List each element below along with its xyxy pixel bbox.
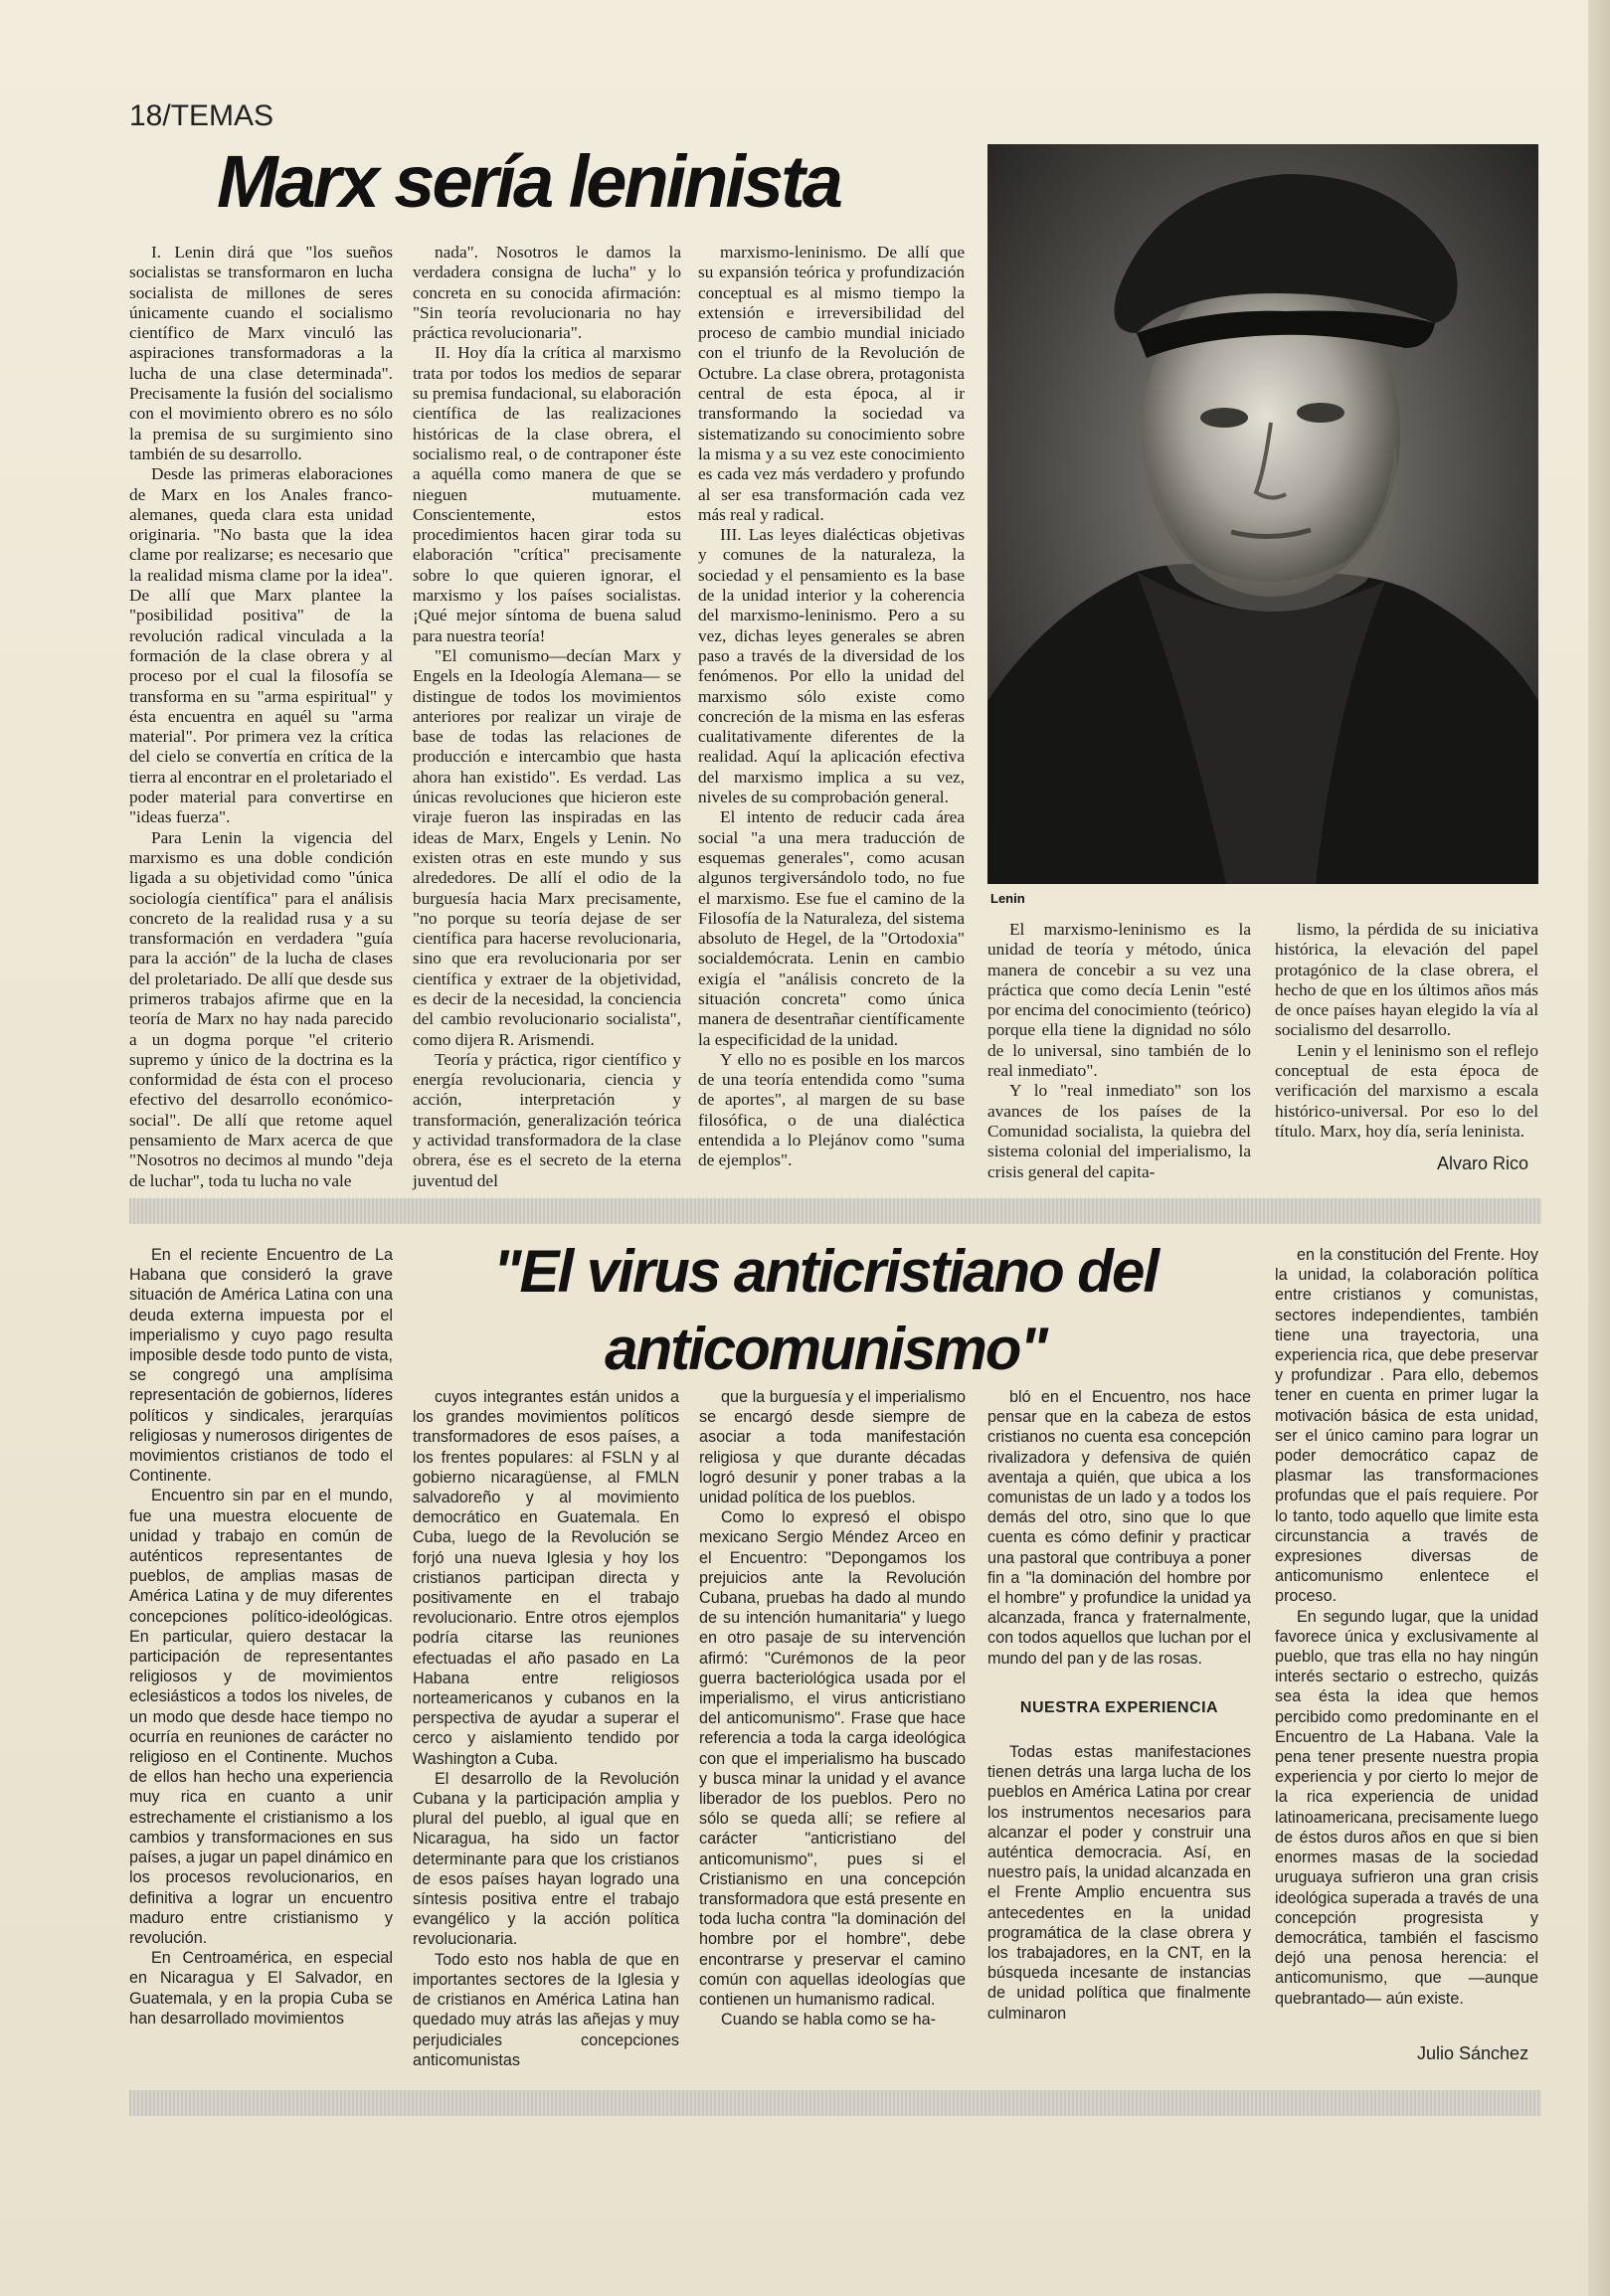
article1-column-2 [413,243,681,1190]
paragraph: lismo, la pérdida de su iniciativa histórica, la elevación del papel protagónico de la clase obrera, el hecho de que en los últimos años más de once países hayan elegido la vía al socialismo del desarrollo. [1275,920,1538,1040]
paragraph: Para Lenin la vigencia del marxismo es una doble condición ligada a su objetividad como "única sociología científica" para el análisis concreto de la realidad rusa y a su transformación en verdadera "guía para la acción" de la lucha de clases del proletariado. De allí que desde sus primeros trabajos afirme que en la teoría de Marx no hay nada parecido a un dogma porque "el criterio supremo y único de la doctrina es la conformidad de ésta con el proceso efectivo del desarrollo económico-social". De allí que retome aquel pensamiento de Marx acerca de que "Nosotros no decimos al mundo "deja de luchar", toda tu lucha no vale [129,827,393,1190]
article2-column-5 [1275,1245,1538,2031]
portrait-illustration [987,144,1538,884]
paragraph: nada". Nosotros le damos la verdadera consigna de lucha" y lo concreta en su conocida afirmación: "Sin teoría revolucionaria no hay práctica revolucionaria". [413,243,681,343]
paragraph: Y ello no es posible en los marcos de una teoría entendida como "suma de aportes", al margen de su base filosófica, o de una dialéctica entendida a lo Plejánov como "suma de ejemplos". [698,1049,965,1170]
article1-column-5 [1275,920,1538,1158]
section-divider-top [129,1198,1541,1224]
paragraph: bló en el Encuentro, nos hace pensar que en la cabeza de estos cristianos no cuenta esa concepción rivalizadora y defensiva de quién aventaja a quién, que ubica a los comunistas de un lado y a todos los demás del otro, sino que lo que cuenta es cómo definir y practicar una pastoral que contribuya a poner fin a "la dominación del hombre por el hombre" y profundice la unidad ya alcanzada, franca y fraternalmente, con todos aquellos que luchan por el mundo del pan y de las rosas. [987,1388,1251,1668]
paragraph: II. Hoy día la crítica al marxismo trata por todos los medios de separar su premisa fundacional, su elaboración científica de las realizaciones históricas de la clase obrera, el socialismo real, o de contraponer éste a aquélla como manera de que se nieguen mutuamente. Conscientemente, estos procedimientos hacen girar toda su elaboración "crítica" precisamente sobre lo que quieren ignorar, el marxismo y los países socialistas. ¡Qué mejor síntoma de buena salud para nuestra teoría! [413,343,681,645]
paragraph: I. Lenin dirá que "los sueños socialistas se transformaron en lucha socialista de millones de seres únicamente cuando el socialismo científico de Marx vinculó las aspiraciones transformadoras a la lucha de una clase determinada". Precisamente la fusión del socialismo con el movimiento obrero es no sólo la premisa de su surgimiento sino también de su desarrollo. [129,243,393,463]
article2-column-3 [699,1387,966,2083]
article2-column-1 [129,1245,393,2080]
article2-subhead: NUESTRA EXPERIENCIA [1019,1698,1219,1716]
article2-column-2 [413,1387,679,2083]
paragraph: marxismo-leninismo. De allí que su expansión teórica y profundización conceptual es al mismo tiempo la extensión e irreversibilidad del proceso de cambio mundial iniciado con el triunfo de la Revolución de Octubre. La clase obrera, protagonista central de esta época, al ir transformando la sociedad va sistematizando su conocimiento sobre la misma y a su vez este conocimiento es cada vez más verdadero y profundo al ser esa transformación cada vez más real y radical. [698,243,965,524]
article1-column-1 [129,243,393,1190]
paragraph: Lenin y el leninismo son el reflejo conceptual de esta época de verificación del marxismo a escala histórico-universal. Por eso lo del título. Marx, hoy día, sería leninista. [1275,1040,1538,1141]
lenin-portrait-photo [987,144,1538,884]
paragraph: Teoría y práctica, rigor científico y energía revolucionaria, ciencia y acción, interpretación y transformación, generalización teórica y actividad transformadora de la clase obrera, ése es el secreto de la eterna juventud del [413,1049,681,1190]
paragraph: Todo esto nos habla de que en importantes sectores de la Iglesia y de cristianos en América Latina han quedado muy atrás las añejas y muy perjudiciales concepciones anticomunistas [413,1950,679,2069]
article-title: Marx sería leninista [217,140,840,223]
paragraph: En Centroamérica, en especial en Nicaragua y El Salvador, en Guatemala, y en la propia Cuba se han desarrollado movimientos [129,1949,393,2028]
paragraph: Cuando se habla como se ha- [721,2011,936,2030]
article2-column-4-top [987,1387,1251,1669]
paragraph: En el reciente Encuentro de La Habana que consideró la grave situación de América Latina con una deuda externa impuesta por el imperialismo y cuyo pago resulta imposible desde todo punto de vista, se congregó una amplísima representación de gobiernos, líderes políticos y sindicales, jerarquías religiosas y numerosos dirigentes de movimientos cristianos de todo el Continente. [129,1246,393,1486]
paragraph: Como lo expresó el obispo mexicano Sergio Méndez Arceo en el Encuentro: "Depongamos los prejuicios ante la Revolución Cubana, pruebas ha dado al mundo de su intención humanitaria" y luego en otro pasaje de su intervención afirmó: "Curémonos de la peor guerra bacteriológica usada por el imperialismo, el virus anticristiano del anticomunismo". Frase que hace referencia a toda la carga ideológica con que el imperialismo ha buscado y busca minar la unidad y el avance liberador de los pueblos. Pero no sólo se queda allí; se refiere al carácter "anticristiano del anticomunismo", pues si el Cristianismo en una concepción transformadora que está presente en toda lucha contra "la dominación del hombre por el hombre", debe encontrarse y preservar el camino común con aquellas ideologías que contienen un humanismo radical. [699,1508,966,2010]
article2-title: "El virus anticristiano del anticomunismo" [493,1238,1158,1382]
paragraph: En segundo lugar, que la unidad favorece única y exclusivamente al pueblo, que tras ella no hay ningún interés sectario o estrecho, quizás sea ésta la idea que hemos percibido como predominante en el Encuentro de La Habana. Vale la pena tener presente nuestra propia experiencia y por cierto lo mejor de la rica experiencia de unidad latinoamericana, precisamente luego de éstos duros años en que si bien enormes masas de la sociedad uruguaya sufrieron una gran crisis ideológica superada a través de una concepción progresista y democrática, también el fascismo dejó una penosa herencia: el anticomunismo, que —aunque quebrantado— aún existe. [1275,1607,1538,2008]
article2-column-4 [987,1387,1251,2083]
paragraph: Todas estas manifestaciones tienen detrás una larga lucha de los pueblos en América Latina por crear los instrumentos necesarios para alcanzar el poder y construir una auténtica democracia. Así, en nuestro país, la unidad alcanzada en el Frente Amplio encuentra sus antecedentes en la unidad programática de la clase obrera y los trabajadores, en la CNT, en la búsqueda incesante de instancias de unidad política que finalmente culminaron [987,1743,1251,2023]
article2-column-4-bottom [987,1742,1251,2024]
paragraph: que la burguesía y el imperialismo se encargó desde siempre de asociar a toda manifestación religiosa y que durante décadas logró desunir y poner trabas a la unidad política de los pueblos. [699,1388,966,1507]
section-divider-bottom [129,2090,1541,2116]
paragraph: en la constitución del Frente. Hoy la unidad, la colaboración política entre cristianos y comunistas, sectores independientes, también tiene una trayectoria, una experiencia rica, que debe preservar y profundizar . Para ello, debemos tener en cuenta en primer lugar la motivación básica de esta unidad, ser el único camino para lograr un poder democrático capaz de plasmar las transformaciones profundas que el país requiere. Por lo tanto, todo aquello que limite esta circunstancia a través de expresiones diversas de anticomunismo enlentece el proceso. [1275,1246,1538,1606]
paragraph: "El comunismo—decían Marx y Engels en la Ideología Alemana— se distingue de todos los movimientos anteriores por realizar un viraje de base de todas las relaciones de producción e intercambio que hasta ahora han existido". Es verdad. Las únicas revoluciones que hicieron este viraje fueron las inspiradas en las ideas de Marx, Engels y Lenin. No existen otras en este mundo y sus alrededores. De allí el odio de la burguesía hacia Marx precisamente, "no porque su teoría dejase de ser científica para hacerse revolucionaria, sino que era revolucionaria por ser científica y extraer de la objetividad, es decir de la necesidad, la conciencia del cambio revolucionario socialista", como dijera R. Arismendi. [413,645,681,1049]
photo-caption: Lenin [990,891,1025,906]
section-header: 18/TEMAS [129,99,274,132]
article2-byline: Julio Sánchez [1417,2043,1529,2063]
paragraph: Y lo "real inmediato" son los avances de los países de la Comunidad socialista, la quiebra del sistema colonial del imperialismo, la crisis general del capita- [987,1081,1251,1181]
paragraph: El desarrollo de la Revolución Cubana y la participación amplia y plural del pueblo, al igual que en Nicaragua, ha sido un factor determinante para que los cristianos de esos países hayan logrado una síntesis positiva entre el trabajo evangélico y la acción política revolucionaria. [413,1769,679,1949]
article1-byline: Alvaro Rico [1437,1153,1529,1173]
page-edge-shadow [1588,0,1610,2296]
article1-column-4 [987,920,1251,1181]
paragraph: III. Las leyes dialécticas objetivas y comunes de la naturaleza, la sociedad y el pensamiento es la base de la unidad interior y la coherencia del marxismo-leninismo. Pero a su vez, dichas leyes generales se abren paso a través de la diversidad de los fenómenos. Por ello la unidad del marxismo sólo existe como concreción de la misma en las esferas cualitativamente diferentes de la realidad. Aquí la aplicación efectiva del marxismo implica a su vez, niveles de su comprobación general. [698,525,965,807]
paragraph: El intento de reducir cada área social "a una mera traducción de esquemas generales", como acusan algunos tergiversándolo todo, no fue el marxismo. Ese fue el camino de la Filosofía de la Naturaleza, del sistema absoluto de Hegel, de la "Ortodoxia" socialdemócrata. Lenin en cambio exigía el "análisis concreto de la situación concreta" como única manera de desentrañar científicamente la especificidad de la unidad. [698,807,965,1049]
paragraph: Desde las primeras elaboraciones de Marx en los Anales franco-alemanes, queda clara esta unidad originaria. "No basta que la idea clame por realizarse; es necesario que la realidad misma clame por la idea". De allí que Marx plantee la "posibilidad positiva" de la revolución radical vinculada a la formación de la clase obrera y al proceso por el cual la filosofía se transforma en su "arma espiritual" y ésta encuentra en aquél su "arma material". Por primera vez la crítica del cielo se convertía en crítica de la tierra al encontrar en el proletariado el poder material para convertirse en "ideas fuerza". [129,464,393,827]
paragraph: cuyos integrantes están unidos a los grandes movimientos políticos transformadores de esos países, a los frentes populares: al FSLN y al gobierno nicaragüense, al FMLN salvadoreño y al movimiento democrático en Guatemala. En Cuba, luego de la Revolución se forjó una nueva Iglesia y hoy los cristianos participan directa y positivamente en el trabajo revolucionario. Entre otros ejemplos podría citarse las reuniones efectuadas el año pasado en La Habana entre religiosos norteamericanos y cubanos en la perspectiva de ayudar a superar el cerco y aislamiento tendido por Washington a Cuba. [413,1388,679,1768]
paragraph: El marxismo-leninismo es la unidad de teoría y método, única manera de concebir a su vez una práctica que como decía Lenin "esté por encima del conocimiento (teórico) porque ella tiene la dignidad no sólo de lo universal, sino también de lo real inmediato". [987,920,1251,1081]
article1-column-3 [698,243,965,1170]
paragraph: Encuentro sin par en el mundo, fue una muestra elocuente de unidad y trabajo en común de auténticos representantes de pueblos, de amplias masas de América Latina y de muy diferentes concepciones político-ideológicas. En particular, quiero destacar la participación de representantes religiosos y de movimientos eclesiásticos a todos los niveles, de un modo que desde hace tiempo no ocurría en reuniones de carácter no religioso en el Continente. Muchos de ellos han hecho una experiencia muy rica en cuanto a unir estrechamente el cristianismo a los cambios y transformaciones en sus países, a jugar un papel dinámico en los procesos revolucionarios, en definitiva a lograr un encuentro maduro entre cristianismo y revolución. [129,1487,393,1947]
